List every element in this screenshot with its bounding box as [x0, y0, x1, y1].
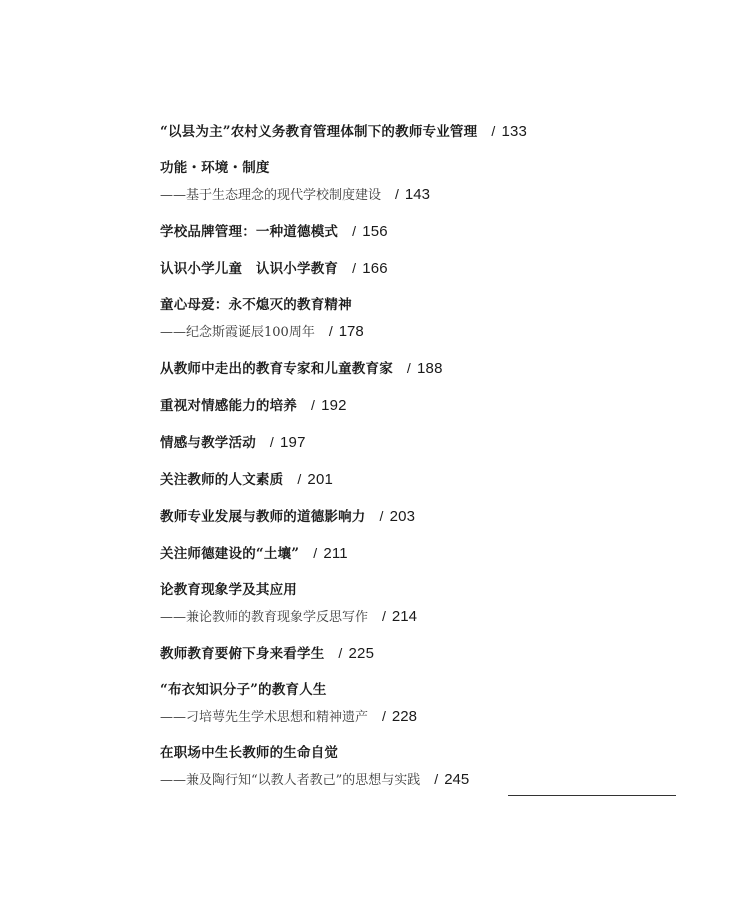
toc-entry[interactable]	[160, 257, 700, 294]
toc-entry-title: “以县为主”农村义务教育管理体制下的教师专业管理	[160, 124, 478, 140]
toc-entry-title: 关注教师的人文素质	[160, 472, 284, 488]
toc-entry-title: “布衣知识分子”的教育人生	[160, 682, 327, 698]
toc-entry-subtitle: ——刁培萼先生学术思想和精神遗产	[160, 710, 369, 725]
toc-entry-line	[160, 431, 700, 454]
toc-entry-subtitle-line	[160, 605, 700, 629]
toc-entry[interactable]	[160, 579, 700, 642]
toc-entry-title: 论教育现象学及其应用	[160, 582, 297, 598]
toc-page-number: 225	[348, 645, 375, 662]
toc-entry-title: 重视对情感能力的培养	[160, 398, 297, 414]
toc-entry-subtitle: ——基于生态理念的现代学校制度建设	[160, 188, 382, 203]
toc-entry[interactable]	[160, 542, 700, 579]
toc-entry-title: 学校品牌管理：一种道德模式	[160, 224, 339, 240]
toc-entry-title: 从教师中走出的教育专家和儿童教育家	[160, 361, 393, 377]
toc-page-number: 166	[362, 260, 388, 277]
toc-entry-title: 关注师德建设的“土壤”	[160, 546, 300, 562]
toc-entry[interactable]	[160, 679, 700, 742]
toc-entry-subtitle: ——兼论教师的教育现象学反思写作	[160, 610, 369, 625]
page-separator: /	[297, 471, 302, 487]
toc-entry-subtitle-line	[160, 320, 700, 344]
page-separator: /	[395, 186, 399, 202]
toc-page-number: 211	[323, 545, 348, 562]
toc-entry[interactable]	[160, 642, 700, 679]
toc-entry-title: 认识小学儿童 认识小学教育	[160, 261, 339, 277]
toc-page-number: 245	[444, 771, 470, 788]
toc-entry-title: 童心母爱：永不熄灭的教育精神	[160, 297, 352, 313]
toc-entry-line	[160, 357, 700, 380]
toc-page-number: 214	[391, 608, 417, 625]
page-separator: /	[338, 645, 343, 661]
toc-entry[interactable]	[160, 468, 700, 505]
page-separator: /	[406, 360, 411, 376]
toc-entry-title: 在职场中生长教师的生命自觉	[160, 745, 339, 761]
toc-page-number: 143	[404, 186, 430, 203]
toc-entry-subtitle: ——纪念斯霞诞辰100周年	[160, 325, 315, 340]
toc-entry-subtitle-line	[160, 183, 700, 207]
toc-entry[interactable]	[160, 357, 700, 394]
page-separator: /	[352, 260, 357, 276]
toc-entry-line	[160, 642, 700, 665]
toc-page-number: 203	[389, 508, 416, 525]
toc-entry-title: 教师教育要俯下身来看学生	[160, 646, 325, 662]
toc-entry-subtitle-line	[160, 705, 700, 729]
page-separator: /	[269, 434, 274, 450]
toc-page-number: 133	[501, 123, 528, 140]
toc-entry[interactable]	[160, 505, 700, 542]
toc-page-number: 188	[417, 360, 443, 377]
page-separator: /	[352, 223, 357, 239]
toc-entry-subtitle-line	[160, 768, 700, 792]
toc-page-number: 178	[338, 323, 364, 340]
toc-entry-line	[160, 120, 700, 143]
page-separator: /	[313, 545, 318, 561]
toc-entry[interactable]	[160, 394, 700, 431]
toc-page-number: 156	[362, 223, 388, 240]
toc-entry[interactable]	[160, 431, 700, 468]
toc-entry[interactable]	[160, 220, 700, 257]
toc-page-number: 228	[391, 708, 417, 725]
toc-entry-line	[160, 220, 700, 243]
page-separator: /	[328, 323, 333, 339]
toc-entry[interactable]	[160, 157, 700, 220]
toc-page-number: 192	[321, 397, 347, 414]
toc-entry-title: 教师专业发展与教师的道德影响力	[160, 509, 366, 525]
page-separator: /	[434, 771, 439, 787]
toc-entry-title: 功能・环境・制度	[160, 160, 270, 176]
footnote-rule	[508, 795, 676, 796]
page-separator: /	[491, 123, 496, 139]
page-separator: /	[379, 508, 384, 524]
toc-entry[interactable]	[160, 120, 700, 157]
toc-entry-line	[160, 505, 700, 528]
toc-entry[interactable]	[160, 294, 700, 357]
page-separator: /	[382, 708, 386, 724]
toc-entry-line	[160, 542, 700, 565]
toc-page-number: 197	[280, 434, 306, 451]
toc-entry-title: 情感与教学活动	[160, 435, 256, 451]
page-separator: /	[382, 608, 386, 624]
table-of-contents	[160, 120, 700, 805]
page-separator: /	[311, 397, 316, 413]
toc-entry-line	[160, 257, 700, 280]
toc-entry-line	[160, 394, 700, 417]
toc-entry-subtitle: ——兼及陶行知“以教人者教己”的思想与实践	[160, 773, 421, 788]
toc-entry-line	[160, 468, 700, 491]
toc-page-number: 201	[307, 471, 334, 488]
